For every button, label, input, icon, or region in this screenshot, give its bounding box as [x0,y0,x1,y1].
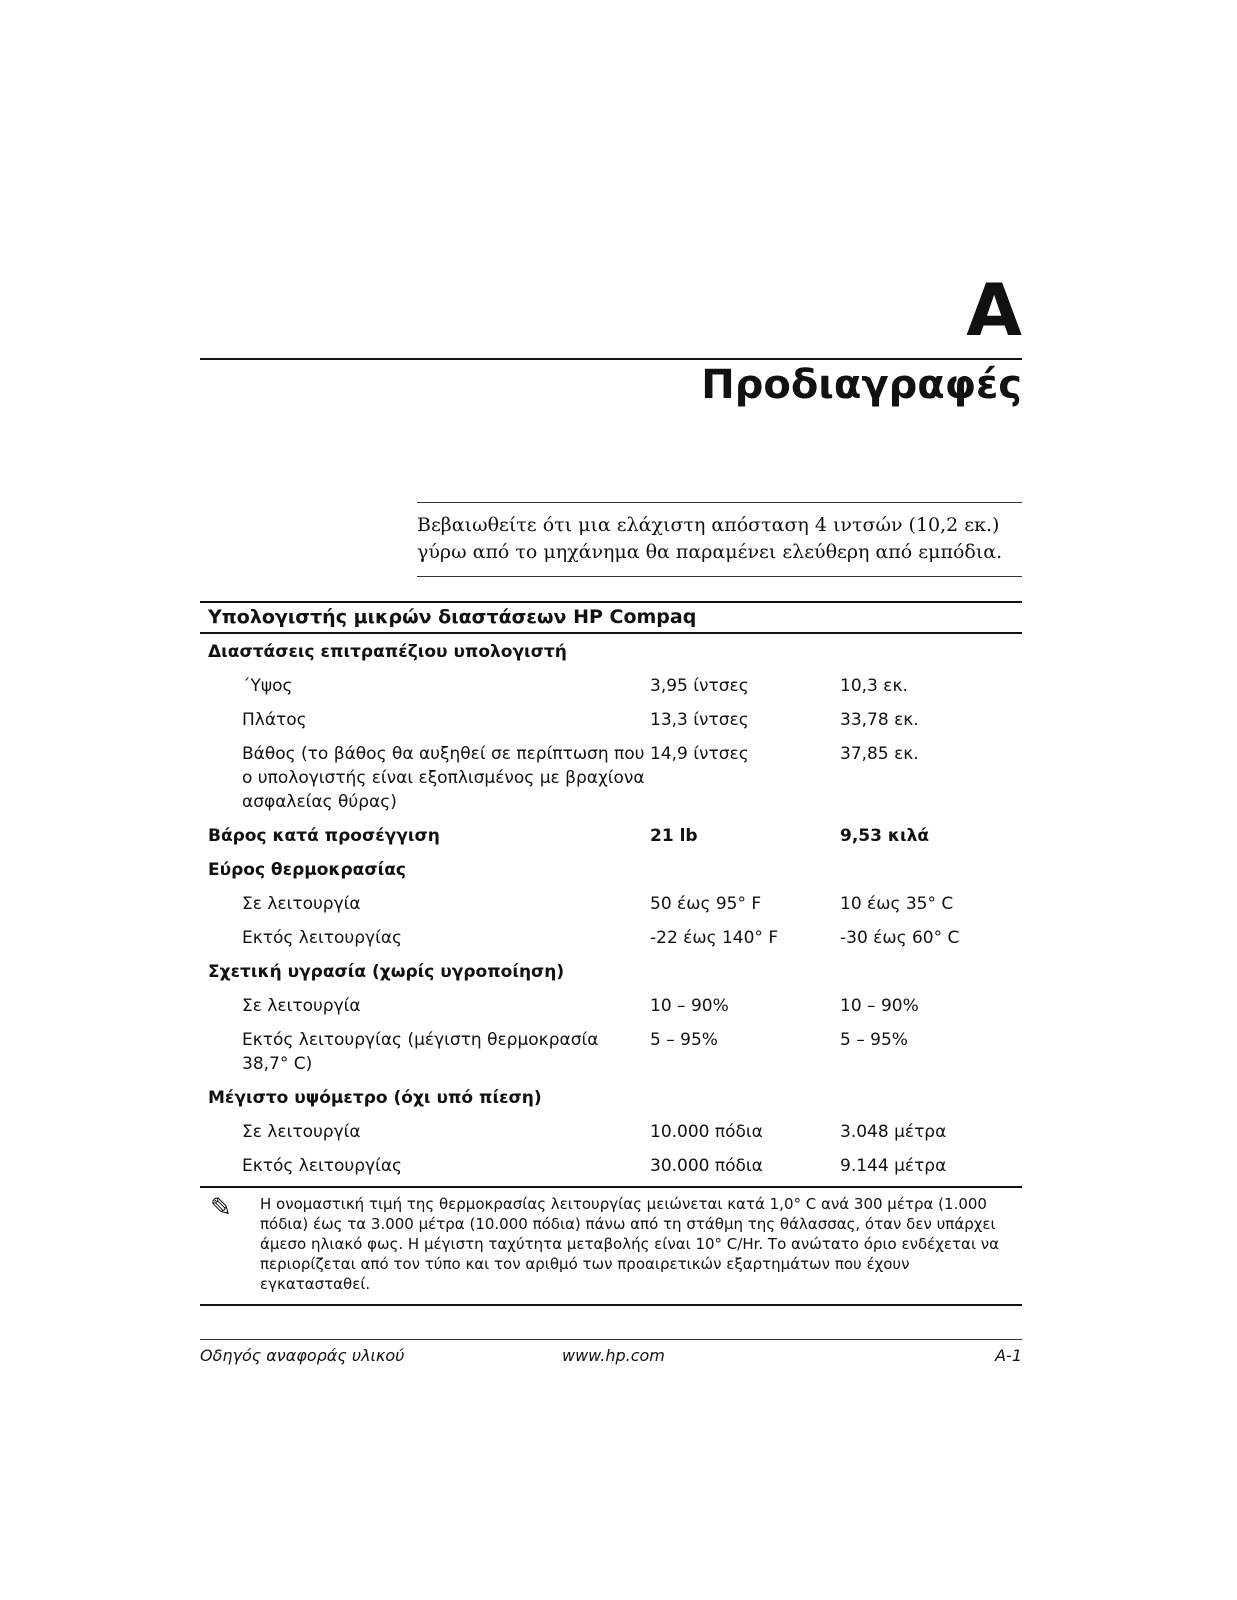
caution-text: Βεβαιωθείτε ότι μια ελάχιστη απόσταση 4 ιντσών (10,2 εκ.) γύρω από το μηχάνημα θα παραμένει ελεύθερη από εμπόδια. [417,514,1003,563]
row-label: Σχετική υγρασία (χωρίς υγροποίηση) [208,962,565,982]
row-value-metric [840,640,1022,664]
row-value-imperial: 3,95 ίντσες [650,676,749,696]
footer-guide-title: Οδηγός αναφοράς υλικού [200,1346,405,1365]
row-value-imperial [650,960,840,984]
row-value-imperial: 5 – 95% [650,1030,718,1050]
row-value-imperial: 10.000 πόδια [650,1122,763,1142]
row-value-imperial: 21 lb [650,826,698,846]
row-value-metric [840,858,1022,882]
table-row [200,736,1022,818]
row-label: Εκτός λειτουργίας [242,1156,403,1176]
row-label: Εκτός λειτουργίας (μέγιστη θερμοκρασία 38,7° C) [242,1030,599,1074]
note-text: Η ονομαστική τιμή της θερμοκρασίας λειτουργίας μειώνεται κατά 1,0° C ανά 300 μέτρα (1.000 πόδια) έως τα 3.000 μέτρα (10.000 πόδια) πάνω από τη στάθμη της θάλασσας, όταν δεν υπάρχει άμεσο ηλιακό φως. Η μέγιστη ταχύτητα μεταβολής είναι 10° C/Hr. Το ανώτατο όριο ενδέχεται να περιορίζεται από τον τύπο και τον αριθμό των προαιρετικών εξαρτημάτων που έχουν εγκατασταθεί. [260,1195,1000,1293]
row-label: ΄Υψος [242,676,293,696]
chapter-letter: A [966,268,1022,352]
row-value-metric: 10 – 90% [840,996,919,1016]
row-label: Βάρος κατά προσέγγιση [208,826,440,846]
spec-table [200,601,1022,1306]
table-title: Υπολογιστής μικρών διαστάσεων HP Compaq [200,601,1022,634]
table-row [200,988,1022,1022]
row-label: Εκτός λειτουργίας [242,928,403,948]
footer-url: www.hp.com [562,1346,665,1365]
row-label: Σε λειτουργία [242,894,361,914]
table-section-row [200,954,1022,988]
row-value-metric: 3.048 μέτρα [840,1122,947,1142]
note-box [200,1186,1022,1306]
row-value-metric: 10 έως 35° C [840,894,954,914]
row-value-imperial: 10 – 90% [650,996,729,1016]
table-row [200,920,1022,954]
footer-page-number: A-1 [995,1346,1022,1365]
row-value-imperial [650,858,840,882]
chapter-title: Προδιαγραφές [701,362,1022,408]
row-value-imperial: 30.000 πόδια [650,1156,763,1176]
table-row [200,702,1022,736]
table-row [200,1114,1022,1148]
row-value-imperial: 50 έως 95° F [650,894,762,914]
row-value-metric: 10,3 εκ. [840,676,908,696]
row-value-imperial [650,640,840,664]
row-value-imperial: 13,3 ίντσες [650,710,749,730]
table-row [200,1148,1022,1182]
row-value-imperial: -22 έως 140° F [650,928,779,948]
row-value-metric: 37,85 εκ. [840,744,919,764]
row-label: Σε λειτουργία [242,1122,361,1142]
row-label: Πλάτος [242,710,307,730]
row-label: Μέγιστο υψόμετρο (όχι υπό πίεση) [208,1088,542,1108]
chapter-rule [200,358,1022,360]
row-value-metric: 33,78 εκ. [840,710,919,730]
caution-box [417,502,1022,577]
row-value-metric [840,1086,1022,1110]
row-value-metric: 9,53 κιλά [840,826,930,846]
row-value-imperial: 14,9 ίντσες [650,744,749,764]
table-section-row [200,818,1022,852]
pencil-icon: ✎ [210,1193,232,1223]
row-value-metric: 9.144 μέτρα [840,1156,947,1176]
table-row [200,1022,1022,1080]
table-section-row [200,634,1022,668]
row-value-metric: 5 – 95% [840,1030,908,1050]
page-footer [200,1339,1022,1365]
table-section-row [200,852,1022,886]
table-row [200,668,1022,702]
row-value-metric [840,960,1022,984]
row-label: Διαστάσεις επιτραπέζιου υπολογιστή [208,642,567,662]
row-value-metric: -30 έως 60° C [840,928,960,948]
table-body [200,634,1022,1182]
table-section-row [200,1080,1022,1114]
row-label: Σε λειτουργία [242,996,361,1016]
row-label: Εύρος θερμοκρασίας [208,860,406,880]
table-row [200,886,1022,920]
row-value-imperial [650,1086,840,1110]
row-label: Βάθος (το βάθος θα αυξηθεί σε περίπτωση που ο υπολογιστής είναι εξοπλισμένος με βραχίονα ασφαλείας θύρας) [242,744,645,812]
